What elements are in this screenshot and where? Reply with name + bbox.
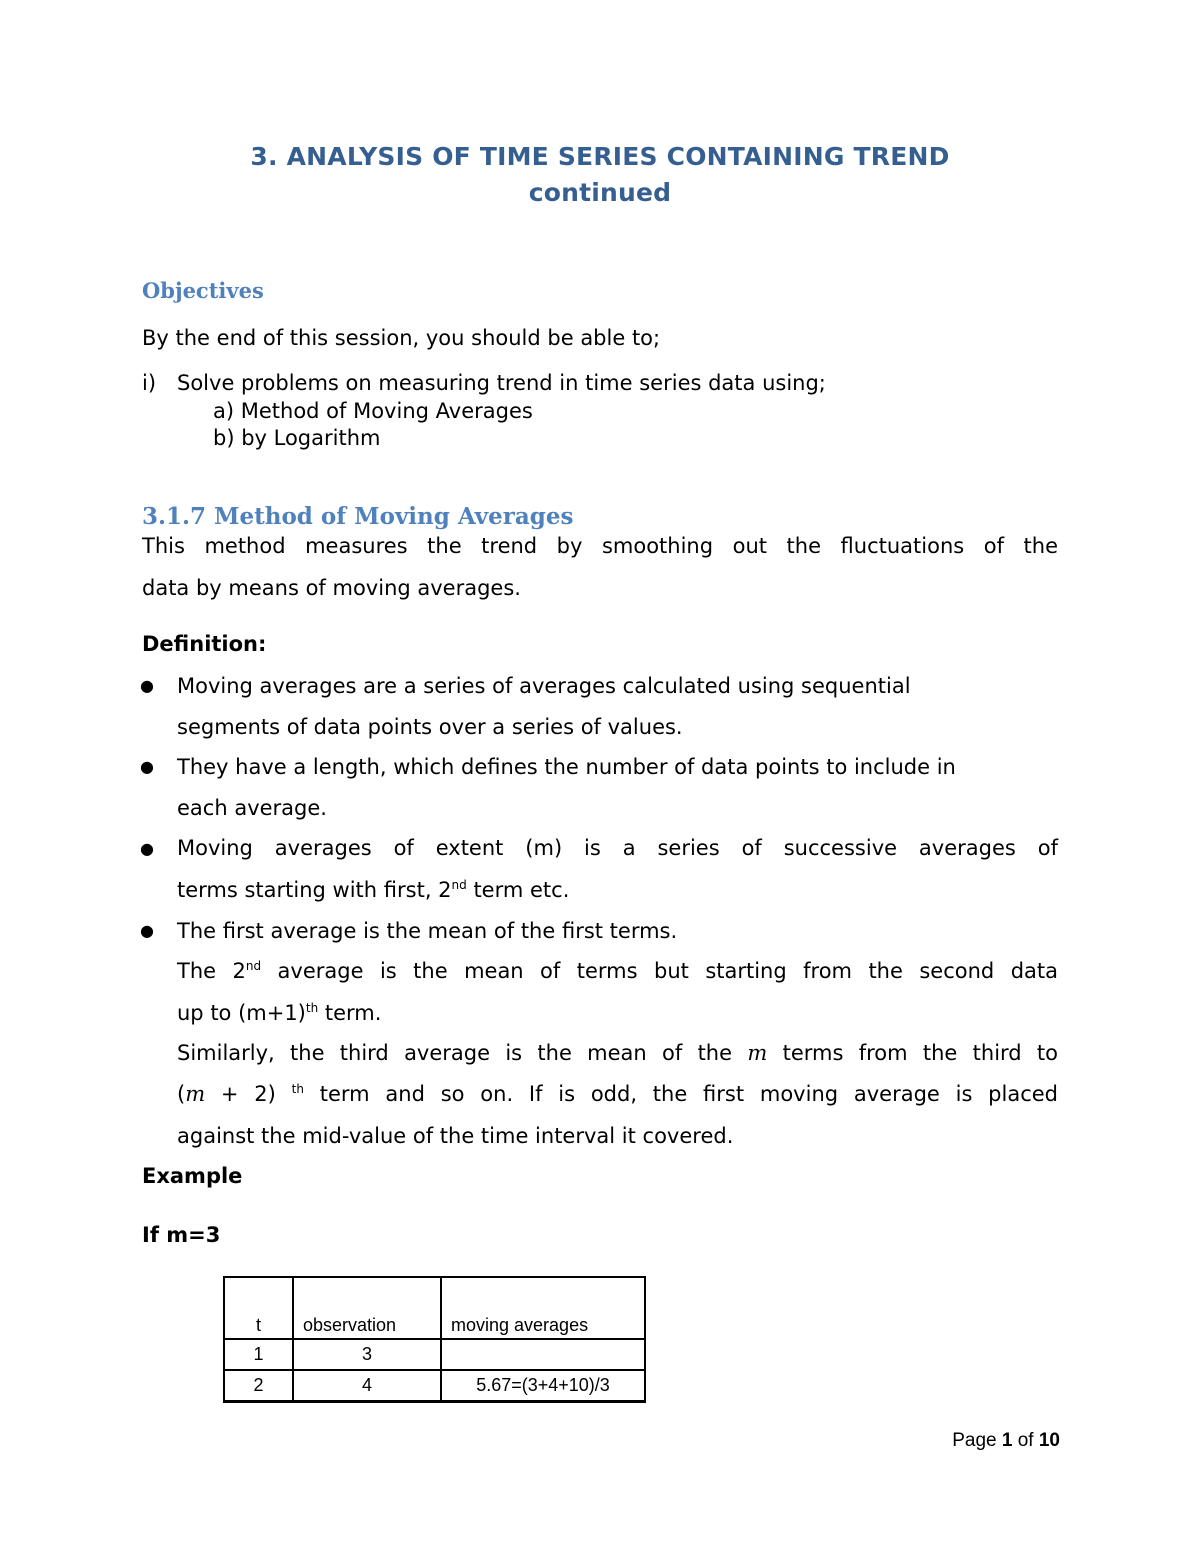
- definition-bullet4-line2: The 2nd average is the mean of terms but starting from the second data: [177, 959, 1058, 983]
- definition-bullet3-line1: Moving averages of extent (m) is a series of successive averages of: [177, 836, 1058, 860]
- table-header-cell: t: [224, 1277, 293, 1339]
- objective-item-marker: i): [142, 371, 157, 395]
- definition-bullet2-line2: each average.: [177, 796, 327, 820]
- moving-average-table: [223, 1276, 646, 1403]
- objectives-heading: Objectives: [142, 278, 264, 303]
- table-header-row: [224, 1277, 645, 1339]
- objective-subitem-a: a) Method of Moving Averages: [213, 399, 533, 423]
- table-cell: 1: [224, 1339, 293, 1370]
- bullet-icon: ●: [140, 757, 154, 776]
- bullet-icon: ●: [140, 921, 154, 940]
- page-footer: [900, 1430, 1060, 1452]
- definition-bullet4-line4: Similarly, the third average is the mean of the m terms from the third to: [177, 1041, 1058, 1065]
- of-label: of: [1017, 1430, 1034, 1451]
- table-cell: 2: [224, 1370, 293, 1402]
- bullet-icon: ●: [140, 839, 154, 858]
- table-row: [224, 1339, 645, 1370]
- section-paragraph-line2: data by means of moving averages.: [142, 576, 521, 600]
- table-row: [224, 1370, 645, 1402]
- page-number: 1: [1001, 1430, 1013, 1451]
- objective-item-text: Solve problems on measuring trend in time series data using;: [177, 371, 826, 395]
- objective-subitem-b: b) by Logarithm: [213, 426, 381, 450]
- definition-bullet4-line1: The first average is the mean of the first terms.: [177, 919, 678, 943]
- table-cell: 3: [293, 1339, 441, 1370]
- definition-bullet3-line2: terms starting with first, 2nd term etc.: [177, 878, 570, 902]
- table-header-cell: observation: [293, 1277, 441, 1339]
- definition-bullet2-line1: They have a length, which defines the number of data points to include in: [177, 755, 956, 779]
- objectives-intro: By the end of this session, you should be able to;: [142, 326, 661, 350]
- table-cell: [441, 1339, 645, 1370]
- bullet-icon: ●: [140, 676, 154, 695]
- definition-bullet1-line2: segments of data points over a series of values.: [177, 715, 683, 739]
- page-label: Page: [952, 1430, 997, 1451]
- section-paragraph-line1: This method measures the trend by smoothing out the fluctuations of the: [142, 534, 1058, 558]
- page-title-continued: continued: [528, 178, 672, 207]
- definition-bullet4-line5: (m + 2) $^{th}$ term and so on. If is odd, the first moving average is placed: [177, 1082, 1059, 1106]
- section-heading: 3.1.7 Method of Moving Averages: [142, 503, 574, 530]
- example-condition: If m=3: [142, 1223, 221, 1247]
- definition-heading: Definition:: [142, 632, 267, 656]
- table-cell: 4: [293, 1370, 441, 1402]
- example-heading: Example: [142, 1164, 243, 1188]
- definition-bullet4-line6: against the mid-value of the time interval it covered.: [177, 1124, 734, 1148]
- definition-bullet1-line1: Moving averages are a series of averages calculated using sequential: [177, 674, 911, 698]
- table-cell: 5.67=(3+4+10)/3: [441, 1370, 645, 1402]
- page-total: 10: [1038, 1430, 1060, 1451]
- table-header-cell: moving averages: [441, 1277, 645, 1339]
- page-title: 3. ANALYSIS OF TIME SERIES CONTAINING TREND: [250, 142, 950, 171]
- definition-bullet4-line3: up to $(m+1)^{th}$ term.: [177, 1001, 382, 1025]
